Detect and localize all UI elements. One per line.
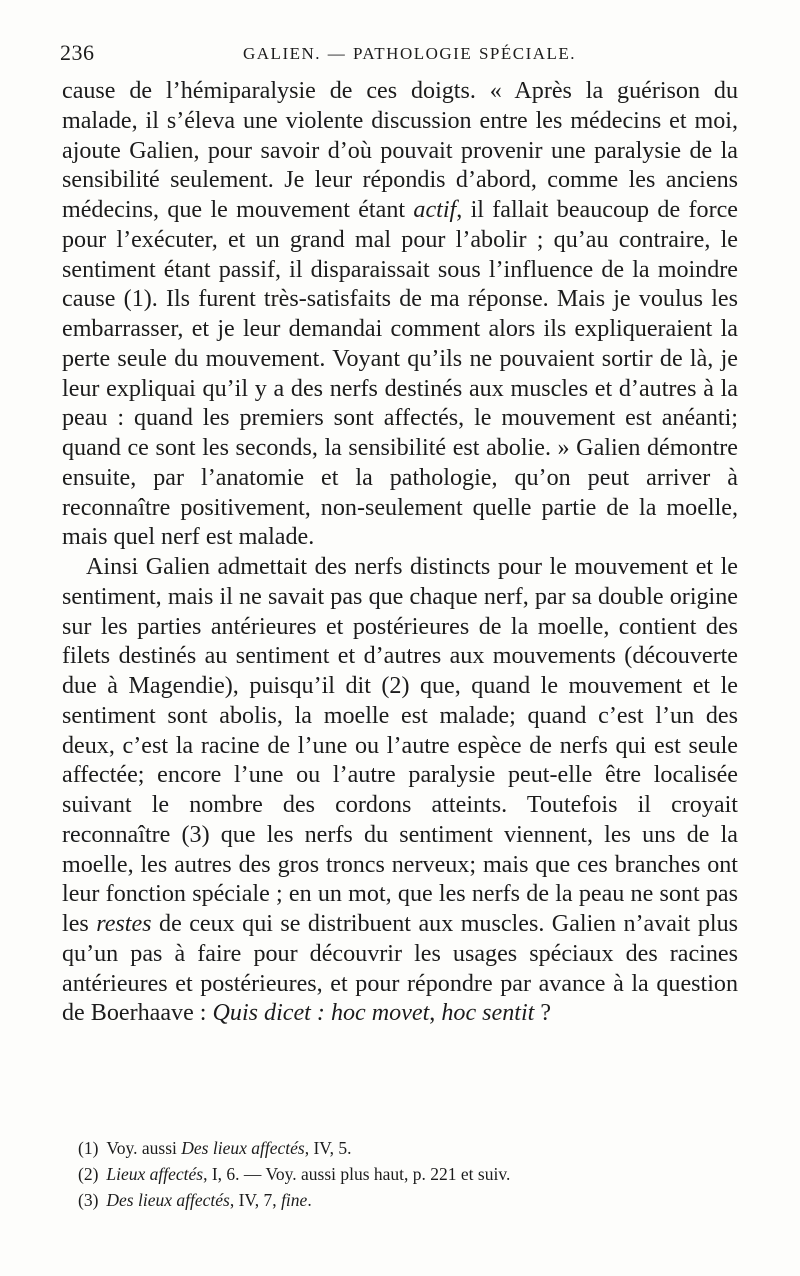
paragraph-nerves-distinction: Ainsi Galien admettait des nerfs distincts pour le mouvement et le sentiment, mais il ne savait pas que chaque nerf, par sa double origine sur les parties antérieures et postérieures de la moelle, contient des filets destinés au sentiment et d’autres aux mouvements (découverte due à Magendie), puisqu’il dit (2) que, quand le mouvement et le sentiment sont abolis, la moelle est malade; quand c’est l’un des deux, c’est la racine de l’une ou l’autre espèce de nerfs qui est seule affectée; encore l’une ou l’autre paralysie peut-elle être localisée suivant le nombre des cordons atteints. Toutefois il croyait reconnaître (3) que les nerfs du sentiment viennent, les uns de la moelle, les autres des gros troncs nerveux; mais que ces branches ont leur fonction spéciale ; en un mot, que les nerfs de la peau ne sont pas les restes de ceux qui se distribuent aux muscles. Galien n’avait plus qu’un pas à faire pour découvrir les usages spéciaux des racines antérieures et postérieures, et pour répondre par avance à la question de Boerhaave : Quis dicet : hoc movet, hoc sentit ? [62,554,738,1027]
footnote: (1) Voy. aussi Des lieux affectés, IV, 5. [78,1138,352,1158]
page-header [60,40,740,70]
footnotes [78,1135,738,1213]
footnote: (2) Lieux affectés, I, 6. — Voy. aussi plus haut, p. 221 et suiv. [78,1164,511,1184]
running-head: GALIEN. — PATHOLOGIE SPÉCIALE. [243,44,577,63]
body-text [62,77,738,1029]
page-number: 236 [60,40,95,65]
paragraph-galien-discussion: cause de l’hémiparalysie de ces doigts. « Après la guérison du malade, il s’éleva une violente discussion entre les médecins et moi, ajoute Galien, pour savoir d’où pouvait provenir une paralysie de la sensibilité seulement. Je leur répondis d’abord, comme les anciens médecins, que le mouvement étant actif, il fallait beaucoup de force pour l’exécuter, et un grand mal pour l’abolir ; qu’au contraire, le sentiment étant passif, il disparaissait sous l’influence de la moindre cause (1). Ils furent très-satisfaits de ma réponse. Mais je voulus les embarrasser, et je leur demandai comment alors ils expliqueraient la perte seule du mouvement. Voyant qu’ils ne pouvaient sortir de là, je leur expliquai qu’il y a des nerfs destinés aux muscles et d’autres à la peau : quand les premiers sont affectés, le mouvement est anéanti; quand ce sont les seconds, la sensibilité est abolie. » Galien démontre ensuite, par l’anatomie et la pathologie, qu’on peut arriver à reconnaître positivement, non-seulement quelle partie de la moelle, mais quel nerf est malade. [62,78,738,551]
footnote: (3) Des lieux affectés, IV, 7, fine. [78,1190,312,1210]
